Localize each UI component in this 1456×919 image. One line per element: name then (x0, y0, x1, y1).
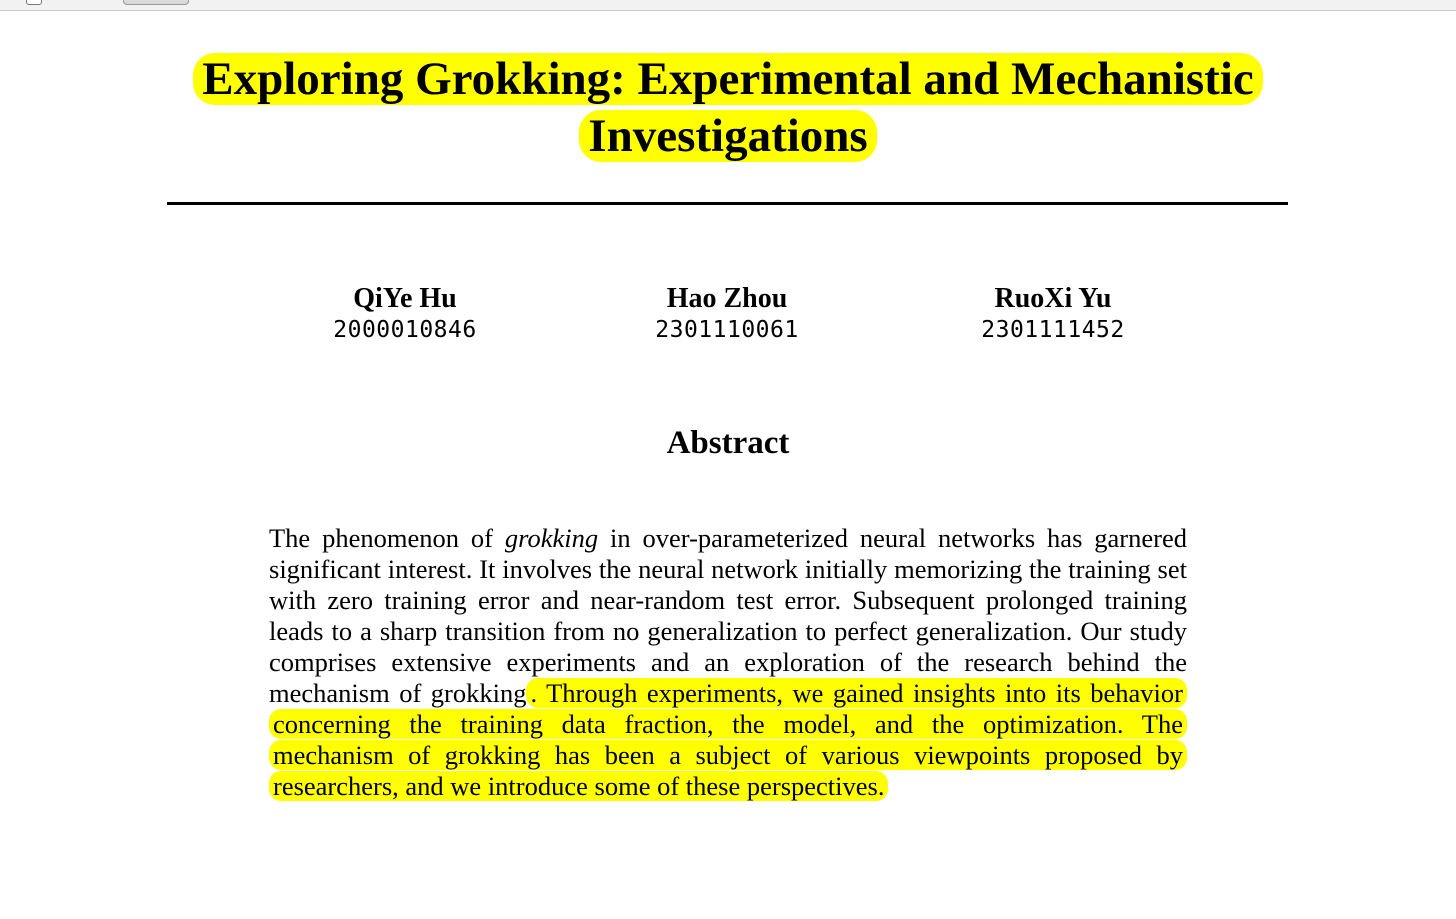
author-name: RuoXi Yu (994, 283, 1112, 314)
author-block (597, 283, 857, 345)
author-name: QiYe Hu (353, 283, 457, 314)
author-name: Hao Zhou (666, 283, 788, 314)
paper-page (0, 11, 1456, 919)
author-id: 2301111452 (981, 317, 1125, 343)
author-block (275, 283, 535, 345)
abstract-part-1: The phenomenon of (269, 523, 505, 553)
abstract-highlighted-text: . Through experiments, we gained insights into its behavior concerning the training data fraction, the model, and the optimization. The mechanism of grokking has been a subject of various viewpoints proposed by researchers, and we introduce some of these perspectives. (269, 678, 1187, 801)
document-icon[interactable] (26, 0, 42, 5)
abstract-heading: Abstract (666, 425, 790, 461)
abstract-part-2: in over-parameterized neural networks has garnered significant interest. It involves the neural network initially memorizing the training set with zero training error and near-random test error. Subsequent prolonged training leads to a sharp transition from no generalization to perfect generalization. Our study comprises extensive experiments and an exploration of the research behind the mechanism of grokking (269, 523, 1187, 708)
abstract-italic-term: grokking (504, 523, 599, 553)
abstract-text (269, 523, 1187, 802)
author-block (923, 283, 1183, 345)
author-list (0, 283, 1456, 353)
paper-title (166, 51, 1290, 165)
author-id: 2301110061 (655, 317, 799, 343)
title-rule (167, 202, 1288, 205)
author-id: 2000010846 (333, 317, 477, 343)
viewer-toolbar (0, 0, 1456, 11)
title-highlight: Exploring Grokking: Experimental and Mechanistic Investigations (193, 53, 1263, 162)
toolbar-button[interactable] (123, 0, 189, 5)
